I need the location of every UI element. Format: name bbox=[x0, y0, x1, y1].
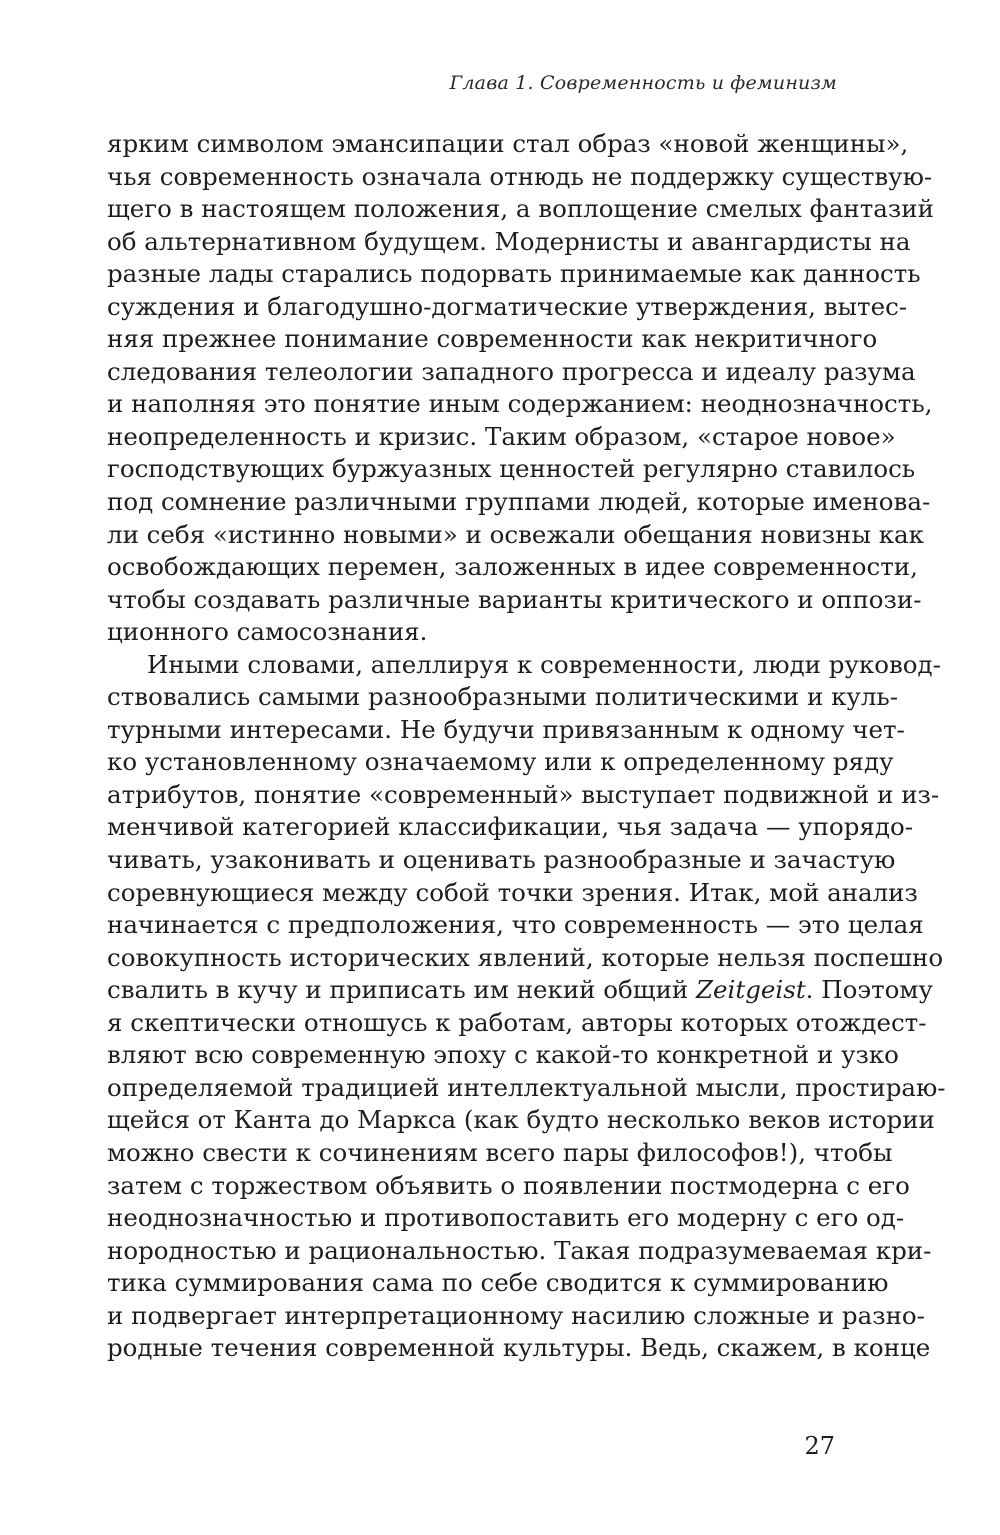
text-line: под сомнение различными группами людей, которые именова- bbox=[107, 487, 931, 517]
text-line: совокупность исторических явлений, которые нельзя поспешно bbox=[107, 942, 944, 972]
text-line: соревнующиеся между собой точки зрения. Итак, мой анализ bbox=[107, 877, 918, 907]
text-line: няя прежнее понимание современности как некритичного bbox=[107, 324, 878, 354]
text-span: . Поэтому bbox=[805, 975, 933, 1005]
text-line: родные течения современной культуры. Ведь, скажем, в конце bbox=[107, 1333, 931, 1363]
text-line: господствующих буржуазных ценностей регулярно ставилось bbox=[107, 454, 916, 484]
text-line: Иными словами, апеллируя к современности, люди руковод- bbox=[147, 649, 941, 679]
text-line: менчивой категорией классификации, чья задача — упорядо- bbox=[107, 812, 913, 842]
text-line: и подвергает интерпретационному насилию сложные и разно- bbox=[107, 1300, 925, 1330]
text-line: щего в настоящем положения, а воплощение смелых фантазий bbox=[107, 194, 934, 224]
text-line: следования телеологии западного прогресса и идеалу разума bbox=[107, 356, 916, 386]
text-line: разные лады старались подорвать принимаемые как данность bbox=[107, 259, 921, 289]
text-line: затем с торжеством объявить о появлении постмодерна с его bbox=[107, 1170, 910, 1200]
text-line: и наполняя это понятие иным содержанием: неоднозначность, bbox=[107, 389, 933, 419]
text-line: ствовались самыми разнообразными политическими и куль- bbox=[107, 682, 899, 712]
text-line: вляют всю современную эпоху с какой-то конкретной и узко bbox=[107, 1040, 899, 1070]
text-line: атрибутов, понятие «современный» выступает подвижной и из- bbox=[107, 779, 940, 809]
text-line-with-italic bbox=[107, 974, 933, 1007]
body-text bbox=[107, 128, 946, 1365]
text-line: тика суммирования сама по себе сводится к суммированию bbox=[107, 1268, 889, 1298]
text-line: чтобы создавать различные варианты критического и оппози- bbox=[107, 584, 922, 614]
italic-term: Zeitgeist bbox=[696, 975, 806, 1005]
text-line: ко установленному означаемому или к определенному ряду bbox=[107, 747, 894, 777]
text-line: чья современность означала отнюдь не поддержку существую- bbox=[107, 161, 933, 191]
text-line: ярким символом эмансипации стал образ «новой женщины», bbox=[107, 129, 909, 158]
page-number: 27 bbox=[804, 1432, 835, 1460]
text-line: ли себя «истинно новыми» и освежали обещания новизны как bbox=[107, 519, 924, 549]
text-line: турными интересами. Не будучи привязанным к одному чет- bbox=[107, 714, 905, 744]
text-line: суждения и благодушно-догматические утверждения, вытес- bbox=[107, 291, 908, 321]
text-line: начинается с предположения, что современность — это целая bbox=[107, 910, 924, 940]
text-line: нородностью и рациональностью. Такая подразумеваемая кри- bbox=[107, 1235, 932, 1265]
text-line: чивать, узаконивать и оценивать разнообразные и зачастую bbox=[107, 845, 896, 875]
text-line: освобождающих перемен, заложенных в идее современности, bbox=[107, 552, 918, 582]
text-line: неоднозначностью и противопоставить его модерну с его од- bbox=[107, 1203, 905, 1233]
text-line: ционного самосознания. bbox=[107, 617, 428, 647]
running-head: Глава 1. Современность и феминизм bbox=[449, 72, 837, 94]
text-line: об альтернативном будущем. Модернисты и авангардисты на bbox=[107, 226, 911, 256]
text-line: можно свести к сочинениям всего пары философов!), чтобы bbox=[107, 1137, 893, 1167]
text-line: неопределенность и кризис. Таким образом, «старое новое» bbox=[107, 421, 896, 451]
text-span: свалить в кучу и приписать им некий общий bbox=[107, 975, 689, 1005]
text-line: определяемой традицией интеллектуальной мысли, простираю- bbox=[107, 1072, 946, 1102]
text-line: я скептически отношусь к работам, авторы которых отождест- bbox=[107, 1007, 927, 1037]
text-line: щейся от Канта до Маркса (как будто несколько веков истории bbox=[107, 1105, 935, 1135]
